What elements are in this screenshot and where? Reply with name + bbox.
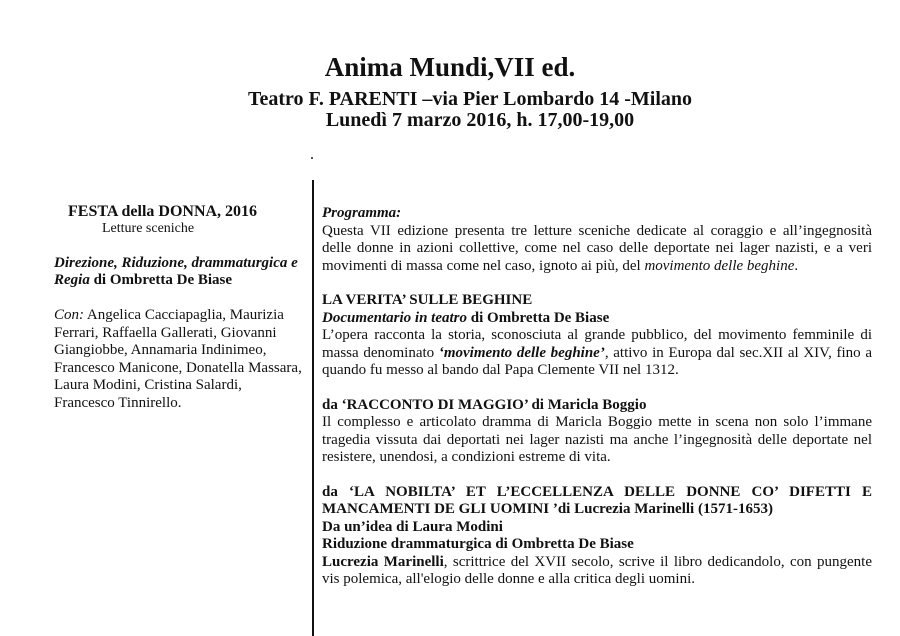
- cast-label: Con:: [54, 307, 84, 323]
- section2-title: da ‘RACCONTO DI MAGGIO’ di Maricla Boggio: [322, 396, 647, 413]
- intro-end: .: [794, 257, 799, 274]
- program-intro: [322, 223, 872, 276]
- date-line: Lunedì 7 marzo 2016, h. 17,00-19,00: [325, 109, 635, 131]
- venue-line: Teatro F. PARENTI –via Pier Lombardo 14 -Milano: [247, 88, 693, 110]
- event-subtitle: Letture sceniche: [102, 221, 195, 236]
- section1-subtitle-rest: di Ombretta De Biase: [467, 309, 610, 326]
- section3-text-body: , scrittrice del XVII secolo, scrive il libro dedicandolo, con pungente vis polemica, all'elogio delle donne e alla critica degli uomini.: [322, 553, 872, 587]
- direction-roles: Direzione, Riduzione, drammaturgica e Regia: [54, 255, 298, 288]
- cast-list: [54, 307, 304, 412]
- section3-idea: Da un’idea di Laura Modini: [322, 518, 503, 535]
- separator-dot: [311, 157, 313, 159]
- section1-text-b: ‘movimento delle beghine’: [438, 344, 605, 361]
- section1-title: LA VERITA’ SULLE BEGHINE: [322, 292, 533, 308]
- section3-text: [322, 554, 872, 589]
- section1-subtitle: [322, 310, 872, 328]
- section1-text-a: L’opera racconta la storia, sconosciuta al grande pubblico, del movimento femminile di massa denominato: [322, 327, 872, 361]
- direction-credit: [54, 255, 304, 289]
- intro-italic: movimento delle beghine: [644, 257, 795, 274]
- column-divider: [312, 180, 314, 636]
- section1-text-c: , attivo in Europa dal sec.XII al XIV, fino a quando fu messo al bando dal Papa Clemente VII nel 1312.: [322, 344, 872, 378]
- program-label: Programma:: [322, 205, 402, 221]
- section3-title: da ‘LA NOBILTA’ ET L’ECCELLENZA DELLE DONNE CO’ DIFETTI E MANCAMENTI DE GLI UOMINI ’di Lucrezia Marinelli (1571-1653): [322, 483, 872, 517]
- section3-riduzione: Riduzione drammaturgica di Ombretta De Biase: [322, 536, 634, 552]
- cast-names: Angelica Cacciapaglia, Maurizia Ferrari, Raffaella Gallerati, Giovanni Giangiobbe, Annamaria Indinimeo, Francesco Manicone, Donatella Massara, Laura Modini, Cristina Salardi, Francesco Tinnirello.: [54, 307, 302, 411]
- page-title: Anima Mundi,VII ed.: [324, 52, 576, 82]
- section1-subtitle-italic: Documentario in teatro: [322, 309, 468, 326]
- intro-text: Questa VII edizione presenta tre letture sceniche dedicate al coraggio e all’ingegnosità delle donne in azioni collettive, come nel caso delle deportate nei lager nazisti, e a veri movimenti di massa come nel caso, ignoto ai più, del: [322, 222, 872, 274]
- section3-author: Lucrezia Marinelli: [322, 553, 444, 570]
- left-column: [54, 203, 304, 412]
- event-title: FESTA della DONNA, 2016: [68, 203, 258, 220]
- section1-text: [322, 327, 872, 380]
- section2-text: Il complesso e articolato dramma di Maricla Boggio mette in scena non solo l’immane tragedia vissuta dai deportati nei lager nazisti ma anche l’ingegnosità delle deportate nel resistere, unendosi, a condizioni estreme di vita.: [322, 414, 872, 465]
- program-column: [322, 205, 872, 589]
- director-name: di Ombretta De Biase: [89, 272, 233, 288]
